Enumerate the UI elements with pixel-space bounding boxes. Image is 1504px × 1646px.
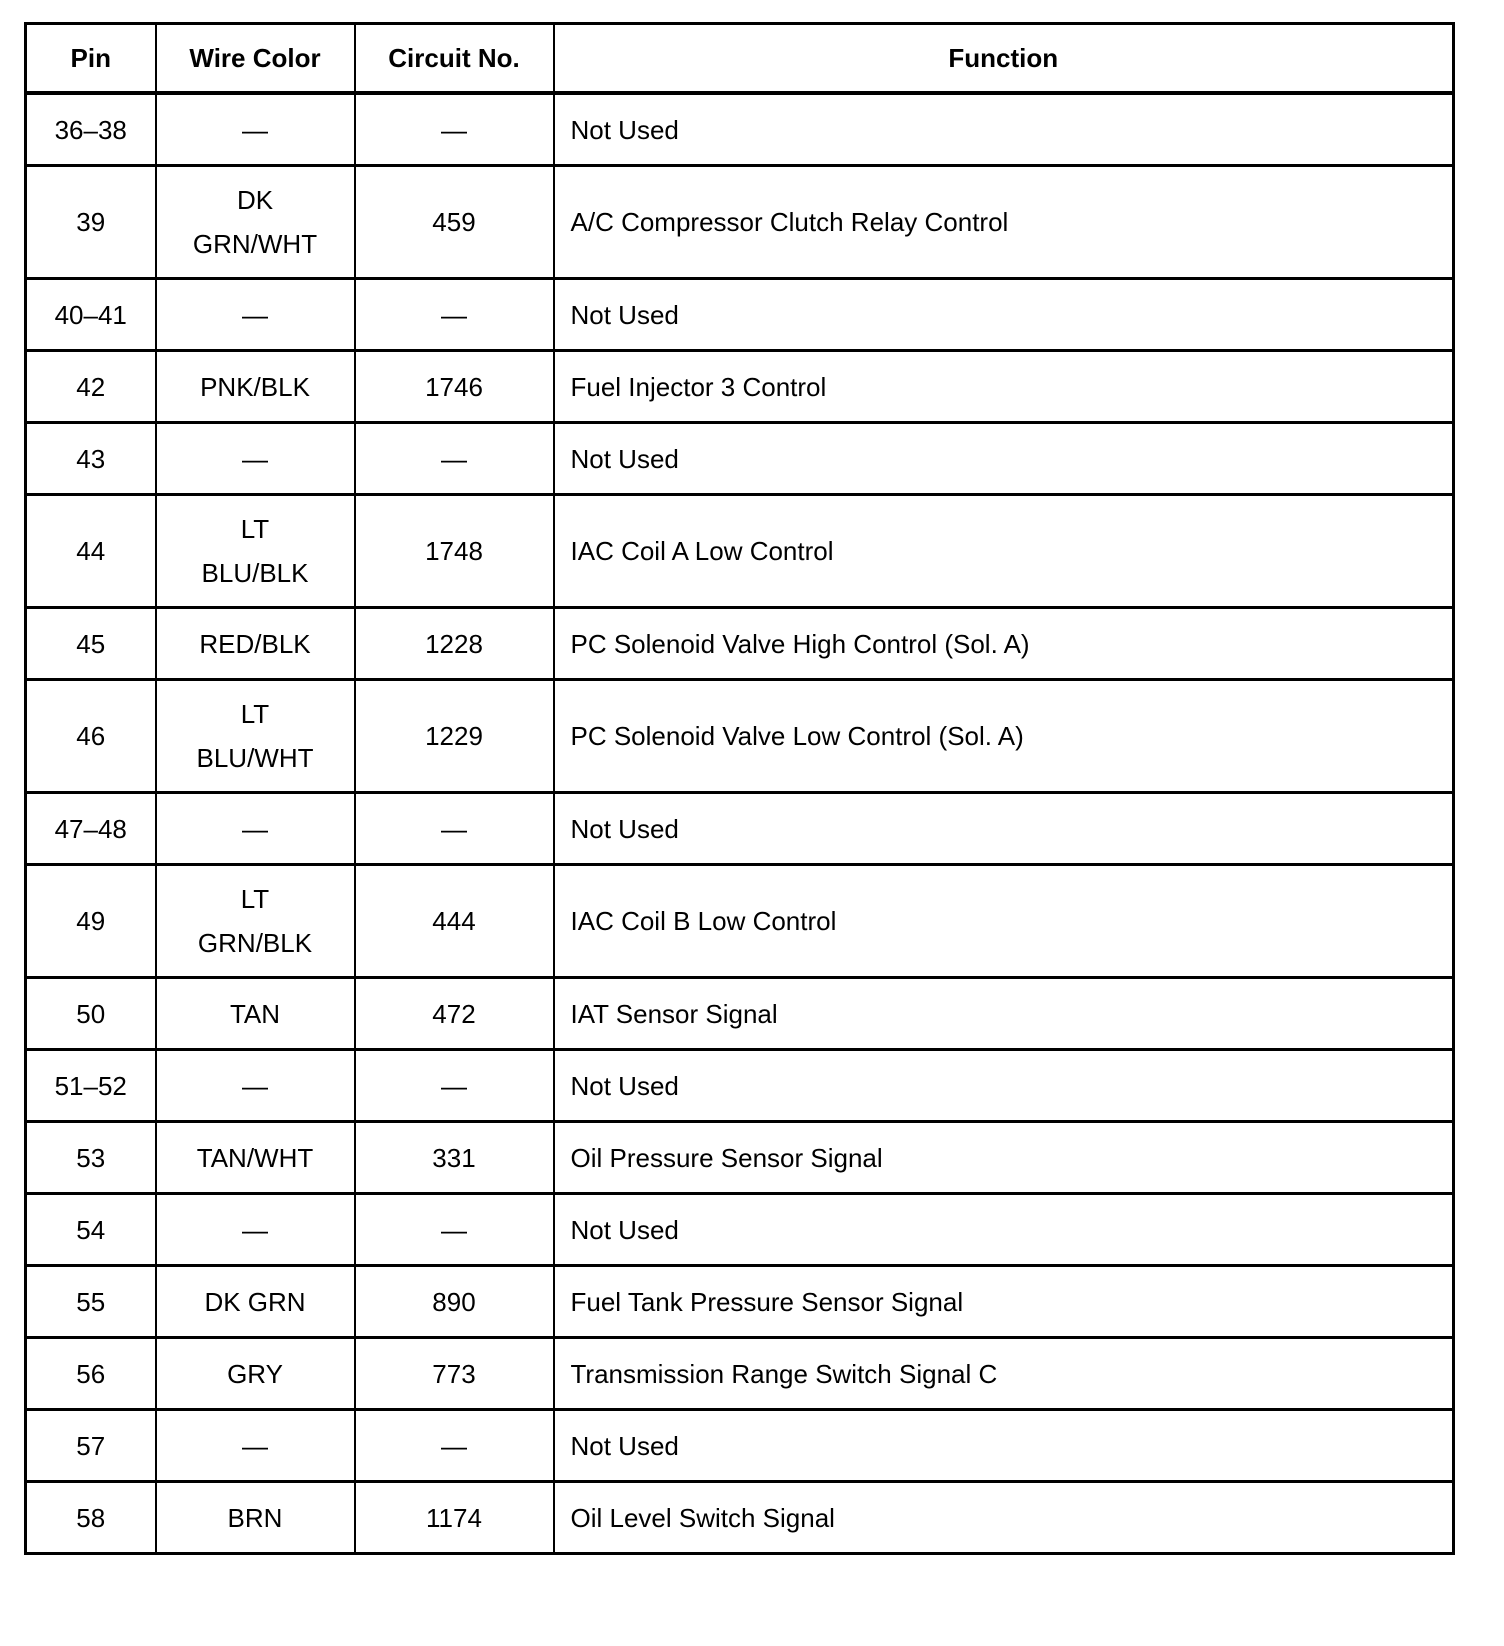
circuit-no-cell: — bbox=[355, 423, 554, 495]
circuit-no-cell: — bbox=[355, 793, 554, 865]
wire-color-cell bbox=[156, 1338, 355, 1410]
pin-cell: 51–52 bbox=[26, 1050, 156, 1122]
wire-color-line: PNK/BLK bbox=[200, 371, 310, 402]
wire-color-cell bbox=[156, 978, 355, 1050]
circuit-no-cell: 331 bbox=[355, 1122, 554, 1194]
function-cell: Oil Level Switch Signal bbox=[554, 1482, 1454, 1554]
table-row bbox=[26, 608, 1454, 680]
table-row bbox=[26, 279, 1454, 351]
table-row bbox=[26, 495, 1454, 608]
wire-color-line: — bbox=[242, 1430, 268, 1461]
wire-color-cell bbox=[156, 93, 355, 166]
function-cell: Fuel Injector 3 Control bbox=[554, 351, 1454, 423]
pin-assignment-table bbox=[24, 22, 1455, 1555]
function-cell: A/C Compressor Clutch Relay Control bbox=[554, 166, 1454, 279]
function-cell: Oil Pressure Sensor Signal bbox=[554, 1122, 1454, 1194]
pin-cell: 44 bbox=[26, 495, 156, 608]
header-row bbox=[26, 24, 1454, 94]
table-row bbox=[26, 351, 1454, 423]
table-row bbox=[26, 978, 1454, 1050]
wire-color-line: — bbox=[242, 114, 268, 145]
circuit-no-cell: 444 bbox=[355, 865, 554, 978]
wire-color-cell bbox=[156, 166, 355, 279]
table-row bbox=[26, 793, 1454, 865]
circuit-no-cell: — bbox=[355, 1050, 554, 1122]
wire-color-cell bbox=[156, 1194, 355, 1266]
wire-color-cell bbox=[156, 279, 355, 351]
wire-color-line: BLU/WHT bbox=[196, 743, 314, 773]
function-cell: Not Used bbox=[554, 423, 1454, 495]
table-body bbox=[26, 93, 1454, 1554]
wire-color-line: — bbox=[242, 299, 268, 330]
table-row bbox=[26, 1410, 1454, 1482]
wire-color-line: — bbox=[242, 1070, 268, 1101]
wire-color-line: DK bbox=[236, 185, 274, 215]
circuit-no-cell: 890 bbox=[355, 1266, 554, 1338]
table-row bbox=[26, 423, 1454, 495]
circuit-no-cell: 1228 bbox=[355, 608, 554, 680]
function-cell: IAC Coil B Low Control bbox=[554, 865, 1454, 978]
function-cell: Not Used bbox=[554, 279, 1454, 351]
wire-color-cell bbox=[156, 1482, 355, 1554]
header-wire-color: Wire Color bbox=[156, 24, 355, 94]
table-row bbox=[26, 93, 1454, 166]
wire-color-line: DK GRN bbox=[204, 1286, 306, 1317]
wire-color-line: LT bbox=[240, 699, 270, 729]
circuit-no-cell: 459 bbox=[355, 166, 554, 279]
wire-color-line: TAN/WHT bbox=[196, 1142, 314, 1173]
table-row bbox=[26, 1122, 1454, 1194]
circuit-no-cell: 1174 bbox=[355, 1482, 554, 1554]
table-row bbox=[26, 680, 1454, 793]
circuit-no-cell: — bbox=[355, 1410, 554, 1482]
pin-cell: 46 bbox=[26, 680, 156, 793]
pin-cell: 58 bbox=[26, 1482, 156, 1554]
wire-color-cell bbox=[156, 495, 355, 608]
function-cell: PC Solenoid Valve Low Control (Sol. A) bbox=[554, 680, 1454, 793]
pin-cell: 36–38 bbox=[26, 93, 156, 166]
table-row bbox=[26, 1050, 1454, 1122]
function-cell: Fuel Tank Pressure Sensor Signal bbox=[554, 1266, 1454, 1338]
table-row bbox=[26, 1194, 1454, 1266]
wire-color-line: GRN/BLK bbox=[197, 928, 313, 958]
table-row bbox=[26, 1482, 1454, 1554]
function-cell: PC Solenoid Valve High Control (Sol. A) bbox=[554, 608, 1454, 680]
circuit-no-cell: 472 bbox=[355, 978, 554, 1050]
wire-color-cell bbox=[156, 865, 355, 978]
pin-cell: 47–48 bbox=[26, 793, 156, 865]
wire-color-cell bbox=[156, 1410, 355, 1482]
wire-color-line: — bbox=[242, 813, 268, 844]
pin-cell: 42 bbox=[26, 351, 156, 423]
wire-color-line: — bbox=[242, 443, 268, 474]
header-function: Function bbox=[554, 24, 1454, 94]
wire-color-cell bbox=[156, 1050, 355, 1122]
circuit-no-cell: 773 bbox=[355, 1338, 554, 1410]
table-row bbox=[26, 166, 1454, 279]
pin-cell: 56 bbox=[26, 1338, 156, 1410]
wire-color-line: — bbox=[242, 1214, 268, 1245]
pin-cell: 49 bbox=[26, 865, 156, 978]
wire-color-line: LT bbox=[240, 514, 270, 544]
wire-color-line: BRN bbox=[227, 1502, 283, 1533]
function-cell: IAT Sensor Signal bbox=[554, 978, 1454, 1050]
wire-color-line: RED/BLK bbox=[199, 628, 311, 659]
function-cell: Not Used bbox=[554, 1194, 1454, 1266]
function-cell: Not Used bbox=[554, 1410, 1454, 1482]
function-cell: Not Used bbox=[554, 93, 1454, 166]
circuit-no-cell: 1746 bbox=[355, 351, 554, 423]
wire-color-line: TAN bbox=[229, 998, 281, 1029]
wire-color-cell bbox=[156, 680, 355, 793]
function-cell: Not Used bbox=[554, 1050, 1454, 1122]
pin-cell: 54 bbox=[26, 1194, 156, 1266]
circuit-no-cell: 1748 bbox=[355, 495, 554, 608]
pin-cell: 39 bbox=[26, 166, 156, 279]
pin-cell: 55 bbox=[26, 1266, 156, 1338]
header-pin: Pin bbox=[26, 24, 156, 94]
header-circuit-no: Circuit No. bbox=[355, 24, 554, 94]
wire-color-cell bbox=[156, 793, 355, 865]
wire-color-line: BLU/BLK bbox=[201, 558, 309, 588]
table-row bbox=[26, 865, 1454, 978]
pin-cell: 53 bbox=[26, 1122, 156, 1194]
wire-color-cell bbox=[156, 1122, 355, 1194]
circuit-no-cell: — bbox=[355, 279, 554, 351]
pin-cell: 43 bbox=[26, 423, 156, 495]
wire-color-line: GRY bbox=[227, 1358, 283, 1389]
wire-color-cell bbox=[156, 608, 355, 680]
wire-color-cell bbox=[156, 1266, 355, 1338]
pin-cell: 45 bbox=[26, 608, 156, 680]
wire-color-line: LT bbox=[240, 884, 270, 914]
wire-color-cell bbox=[156, 423, 355, 495]
pin-cell: 40–41 bbox=[26, 279, 156, 351]
circuit-no-cell: 1229 bbox=[355, 680, 554, 793]
function-cell: Not Used bbox=[554, 793, 1454, 865]
pin-cell: 50 bbox=[26, 978, 156, 1050]
pin-cell: 57 bbox=[26, 1410, 156, 1482]
circuit-no-cell: — bbox=[355, 1194, 554, 1266]
table-row bbox=[26, 1266, 1454, 1338]
wire-color-line: GRN/WHT bbox=[192, 229, 318, 259]
function-cell: IAC Coil A Low Control bbox=[554, 495, 1454, 608]
function-cell: Transmission Range Switch Signal C bbox=[554, 1338, 1454, 1410]
circuit-no-cell: — bbox=[355, 93, 554, 166]
table-row bbox=[26, 1338, 1454, 1410]
wire-color-cell bbox=[156, 351, 355, 423]
